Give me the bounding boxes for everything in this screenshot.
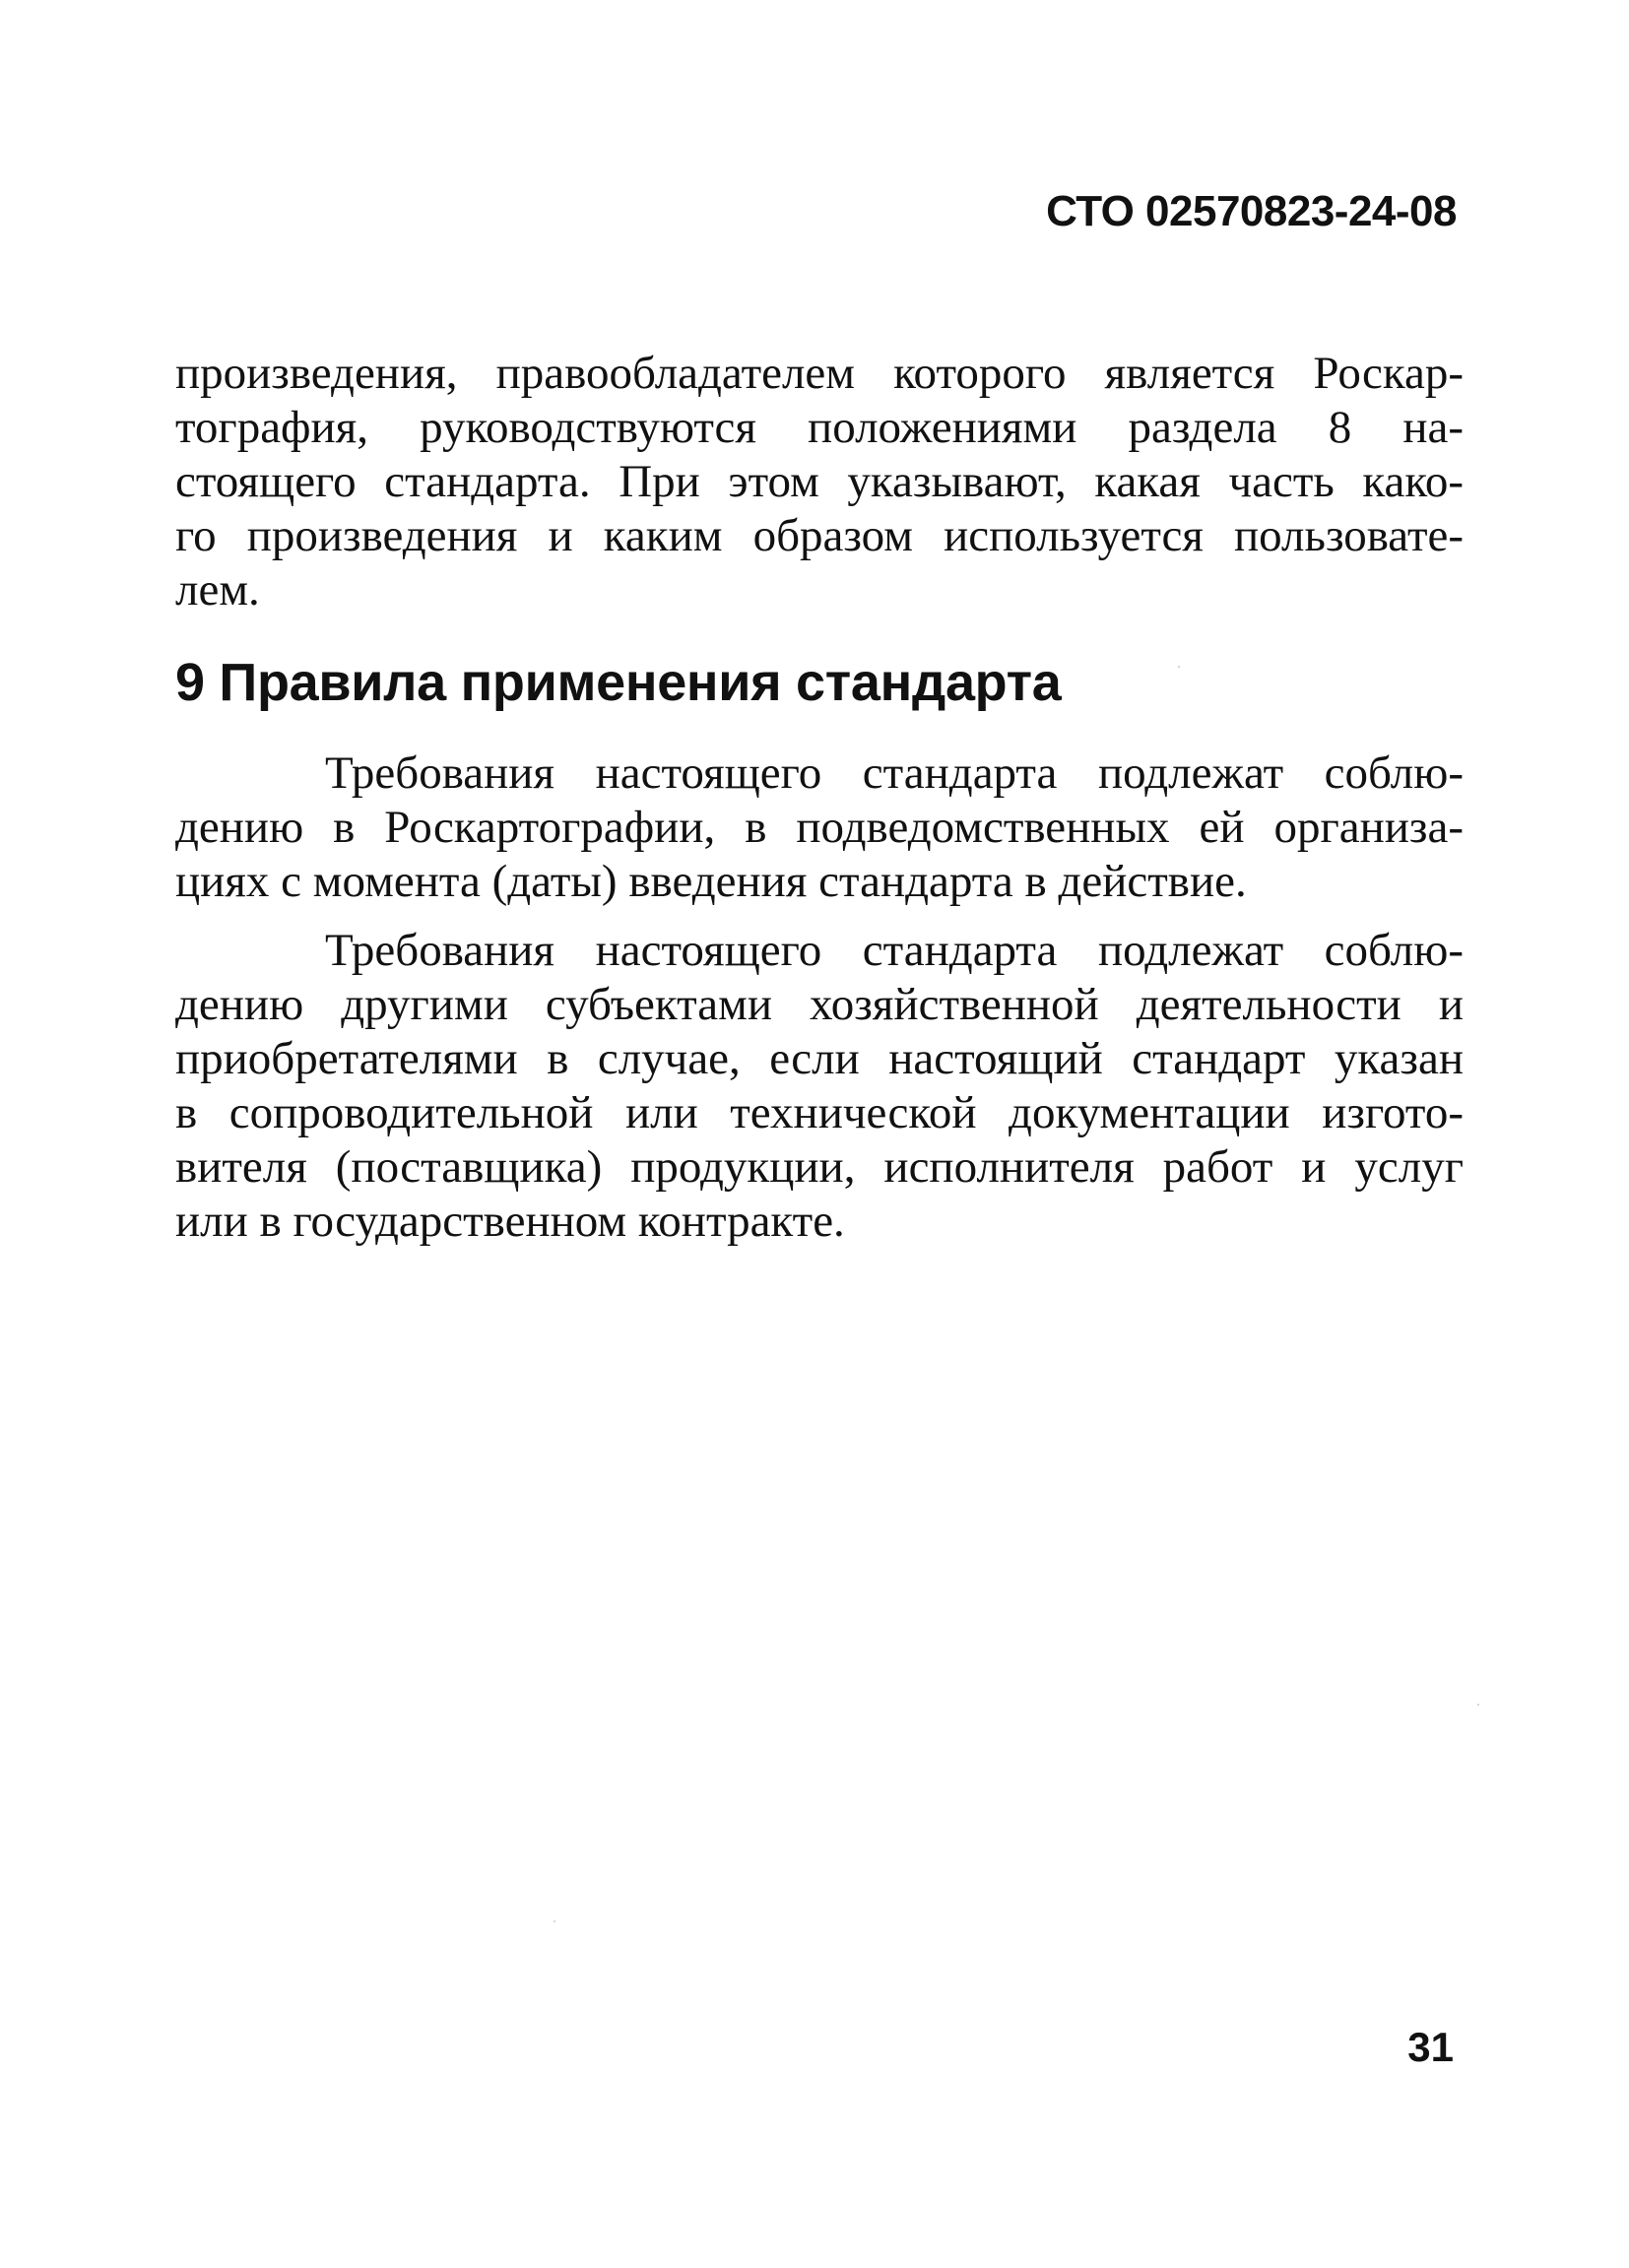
scan-speck — [554, 1920, 555, 1922]
continuation-paragraph — [175, 347, 1464, 617]
scan-speck — [1477, 1704, 1479, 1706]
section-paragraph-2 — [175, 924, 1464, 1249]
paragraph-line: Требования настоящего стандарта подлежат соблю- — [325, 925, 1464, 976]
paragraph-line: стоящего стандарта. При этом указывают, какая часть како- — [175, 456, 1464, 507]
scan-speck — [1178, 666, 1180, 668]
paragraph-line: произведения, правообладателем которого является Роскар- — [175, 348, 1464, 399]
paragraph-line: го произведения и каким образом используется пользовате- — [175, 510, 1464, 561]
page-number: 31 — [1407, 2024, 1454, 2070]
paragraph-line: в сопроводительной или технической документации изгото- — [175, 1087, 1464, 1138]
paragraph-line: или в государственном контракте. — [175, 1196, 845, 1247]
paragraph-line: Требования настоящего стандарта подлежат соблю- — [325, 747, 1464, 799]
paragraph-line: лем. — [175, 564, 260, 616]
paragraph-line: дению в Роскартографии, в подведомственных ей организа- — [175, 802, 1464, 853]
section-paragraph-1 — [175, 746, 1464, 909]
paragraph-line: вителя (поставщика) продукции, исполнителя работ и услуг — [175, 1141, 1464, 1193]
paragraph-line: тография, руководствуются положениями раздела 8 на- — [175, 402, 1464, 453]
document-code-header: СТО 02570823-24-08 — [1046, 187, 1457, 235]
paragraph-line: циях с момента (даты) введения стандарта в действие. — [175, 856, 1247, 907]
paragraph-line: приобретателями в случае, если настоящий стандарт указан — [175, 1033, 1464, 1084]
paragraph-line: дению другими субъектами хозяйственной деятельности и — [175, 979, 1464, 1030]
section-heading: 9 Правила применения стандарта — [175, 653, 1062, 712]
